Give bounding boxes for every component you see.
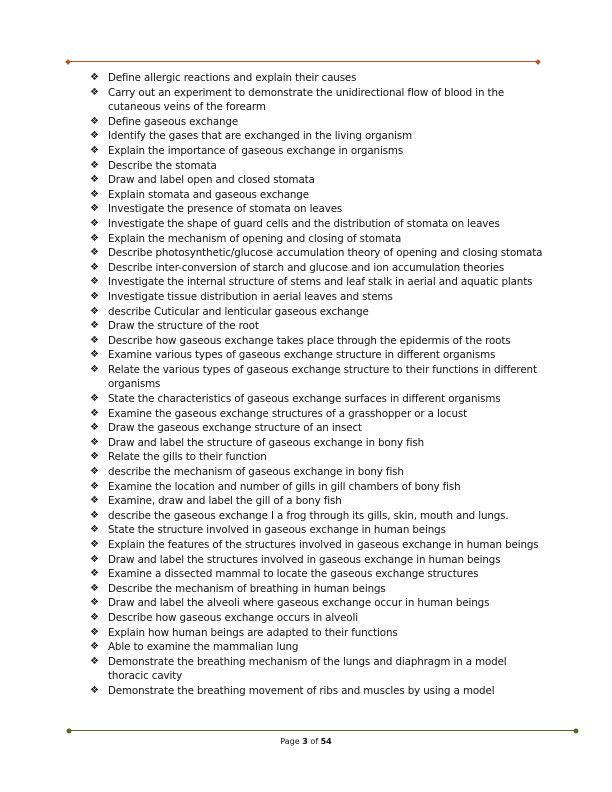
- list-item-text: Draw and label the alveoli where gaseous exchange occur in human beings: [108, 597, 490, 610]
- list-item: [90, 159, 550, 174]
- list-item: [90, 450, 550, 465]
- list-item: [90, 217, 550, 232]
- list-item: [90, 290, 550, 305]
- objectives-list: [90, 71, 550, 699]
- diamond-bullet-icon: ❖: [90, 436, 99, 448]
- list-item-text: State the structure involved in gaseous exchange in human beings: [108, 524, 446, 537]
- list-item-text: Describe inter-conversion of starch and glucose and ion accumulation theories: [108, 261, 505, 274]
- list-item: [90, 188, 550, 203]
- diamond-bullet-icon: ❖: [90, 539, 99, 550]
- page-label: Page: [280, 737, 303, 746]
- list-item-text: Define gaseous exchange: [108, 115, 239, 128]
- list-item-text: Explain the features of the structures involved in gaseous exchange in human beings: [108, 539, 539, 551]
- list-item-text: Investigate the shape of guard cells and the distribution of stomata on leaves: [108, 217, 500, 230]
- list-item: [90, 392, 550, 407]
- page-number: [0, 737, 612, 746]
- list-item-text: Examine a dissected mammal to locate the gaseous exchange structures: [108, 568, 479, 581]
- list-item: [90, 494, 550, 509]
- list-item: [90, 363, 550, 392]
- list-item-text: Examine various types of gaseous exchange structure in different organisms: [108, 349, 496, 362]
- header-rule-right-ornament: [535, 59, 541, 65]
- list-item-text: Identify the gases that are exchanged in the living organism: [108, 130, 412, 143]
- list-item-text: Describe the stomata: [108, 159, 217, 172]
- list-item-text: describe Cuticular and lenticular gaseous exchange: [108, 305, 369, 318]
- list-item-text: Describe how gaseous exchange occurs in alveoli: [108, 611, 358, 624]
- list-item: [90, 407, 550, 422]
- diamond-bullet-icon: ❖: [90, 626, 99, 638]
- list-item: [90, 582, 550, 597]
- list-item-text: Investigate the presence of stomata on leaves: [108, 203, 343, 216]
- list-item-text: Examine, draw and label the gill of a bony fish: [108, 495, 342, 508]
- list-item-text: Relate the gills to their function: [108, 451, 267, 464]
- diamond-bullet-icon: ❖: [90, 684, 99, 696]
- list-item-text: State the characteristics of gaseous exchange surfaces in different organisms: [108, 393, 501, 406]
- footer-rule-right-ornament: [572, 727, 579, 734]
- page-of: of: [307, 737, 321, 746]
- diamond-bullet-icon: ❖: [90, 290, 99, 302]
- diamond-bullet-icon: ❖: [90, 407, 99, 419]
- diamond-bullet-icon: ❖: [90, 217, 99, 229]
- diamond-bullet-icon: ❖: [90, 130, 99, 142]
- list-item-text: Describe how gaseous exchange takes place through the epidermis of the roots: [108, 334, 511, 347]
- diamond-bullet-icon: ❖: [90, 480, 99, 492]
- diamond-bullet-icon: ❖: [90, 115, 99, 127]
- list-item: [90, 173, 550, 188]
- list-item-text: Explain the importance of gaseous exchange in organisms: [108, 144, 404, 157]
- diamond-bullet-icon: ❖: [90, 553, 99, 565]
- list-item: [90, 319, 550, 334]
- list-item-text: Define allergic reactions and explain their causes: [108, 72, 357, 84]
- list-item-text: describe the gaseous exchange I a frog through its gills, skin, mouth and lungs.: [108, 509, 509, 522]
- diamond-bullet-icon: ❖: [90, 582, 99, 594]
- diamond-bullet-icon: ❖: [90, 568, 99, 580]
- list-item: [90, 436, 550, 451]
- list-item: [90, 246, 550, 261]
- list-item: [90, 655, 550, 684]
- list-item: [90, 421, 550, 436]
- list-item: [90, 261, 550, 276]
- list-item: [90, 305, 550, 320]
- diamond-bullet-icon: ❖: [90, 495, 99, 507]
- list-item: [90, 275, 550, 290]
- diamond-bullet-icon: ❖: [90, 363, 99, 375]
- list-item: [90, 202, 550, 217]
- list-item-text: Demonstrate the breathing mechanism of the lungs and diaphragm in a model thoracic cavity: [108, 655, 507, 683]
- current-page: 3: [302, 737, 308, 746]
- diamond-bullet-icon: ❖: [90, 247, 99, 259]
- diamond-bullet-icon: ❖: [90, 86, 99, 98]
- list-item: [90, 509, 550, 524]
- list-item-text: Explain the mechanism of opening and closing of stomata: [108, 232, 402, 245]
- list-item-text: Draw and label the structure of gaseous exchange in bony fish: [108, 436, 425, 449]
- list-item: [90, 334, 550, 349]
- list-item: [90, 465, 550, 480]
- diamond-bullet-icon: ❖: [90, 232, 99, 244]
- diamond-bullet-icon: ❖: [90, 305, 99, 317]
- list-item: [90, 640, 550, 655]
- list-item-text: Draw and label open and closed stomata: [108, 174, 315, 187]
- diamond-bullet-icon: ❖: [90, 655, 99, 667]
- list-item: [90, 596, 550, 611]
- diamond-bullet-icon: ❖: [90, 320, 99, 332]
- diamond-bullet-icon: ❖: [90, 203, 99, 215]
- list-item-text: Draw the gaseous exchange structure of an insect: [108, 422, 362, 435]
- diamond-bullet-icon: ❖: [90, 509, 99, 521]
- list-item-text: Draw the structure of the root: [108, 320, 259, 333]
- list-item-text: Demonstrate the breathing movement of ribs and muscles by using a model: [108, 684, 495, 697]
- diamond-bullet-icon: ❖: [90, 611, 99, 623]
- list-item-text: Investigate tissue distribution in aerial leaves and stems: [108, 290, 393, 303]
- list-item: [90, 611, 550, 626]
- footer-rule: [69, 730, 576, 731]
- list-item-text: Investigate the internal structure of stems and leaf stalk in aerial and aquatic plants: [108, 276, 533, 289]
- diamond-bullet-icon: ❖: [90, 188, 99, 200]
- list-item-text: Describe the mechanism of breathing in human beings: [108, 582, 386, 595]
- diamond-bullet-icon: ❖: [90, 174, 99, 186]
- list-item: [90, 538, 550, 553]
- list-item-text: Explain how human beings are adapted to their functions: [108, 626, 398, 639]
- list-item: [90, 86, 550, 115]
- header-rule: [68, 61, 538, 62]
- list-item: [90, 567, 550, 582]
- footer-rule-left-ornament: [65, 727, 72, 734]
- diamond-bullet-icon: ❖: [90, 524, 99, 536]
- diamond-bullet-icon: ❖: [90, 276, 99, 288]
- diamond-bullet-icon: ❖: [90, 334, 99, 346]
- diamond-bullet-icon: ❖: [90, 641, 99, 653]
- list-item-text: Explain stomata and gaseous exchange: [108, 188, 309, 201]
- list-item-text: Able to examine the mammalian lung: [108, 641, 299, 654]
- diamond-bullet-icon: ❖: [90, 466, 99, 478]
- diamond-bullet-icon: ❖: [90, 597, 99, 609]
- list-item-text: Examine the location and number of gills in gill chambers of bony fish: [108, 480, 461, 493]
- list-item: [90, 129, 550, 144]
- diamond-bullet-icon: ❖: [90, 261, 99, 273]
- list-item-text: Draw and label the structures involved in gaseous exchange in human beings: [108, 553, 501, 566]
- list-item-text: Examine the gaseous exchange structures of a grasshopper or a locust: [108, 407, 468, 420]
- diamond-bullet-icon: ❖: [90, 349, 99, 361]
- total-pages: 54: [320, 737, 332, 746]
- list-item: [90, 523, 550, 538]
- diamond-bullet-icon: ❖: [90, 422, 99, 434]
- list-item: [90, 232, 550, 247]
- list-item: [90, 115, 550, 130]
- list-item: [90, 684, 550, 699]
- diamond-bullet-icon: ❖: [90, 159, 99, 171]
- list-item-text: Relate the various types of gaseous exchange structure to their functions in different organisms: [108, 363, 537, 391]
- list-item: [90, 480, 550, 495]
- list-item: [90, 348, 550, 363]
- diamond-bullet-icon: ❖: [90, 393, 99, 405]
- list-item-text: Describe photosynthetic/glucose accumulation theory of opening and closing stomata: [108, 247, 543, 260]
- list-item: [90, 626, 550, 641]
- header-rule-left-ornament: [65, 59, 71, 65]
- diamond-bullet-icon: ❖: [90, 451, 99, 463]
- diamond-bullet-icon: ❖: [90, 144, 99, 156]
- list-item-text: Carry out an experiment to demonstrate the unidirectional flow of blood in the cutaneous veins of the forearm: [108, 86, 505, 114]
- list-item: [90, 553, 550, 568]
- list-item: [90, 144, 550, 159]
- list-item-text: describe the mechanism of gaseous exchange in bony fish: [108, 466, 404, 479]
- diamond-bullet-icon: ❖: [90, 72, 99, 83]
- list-item: [90, 71, 550, 86]
